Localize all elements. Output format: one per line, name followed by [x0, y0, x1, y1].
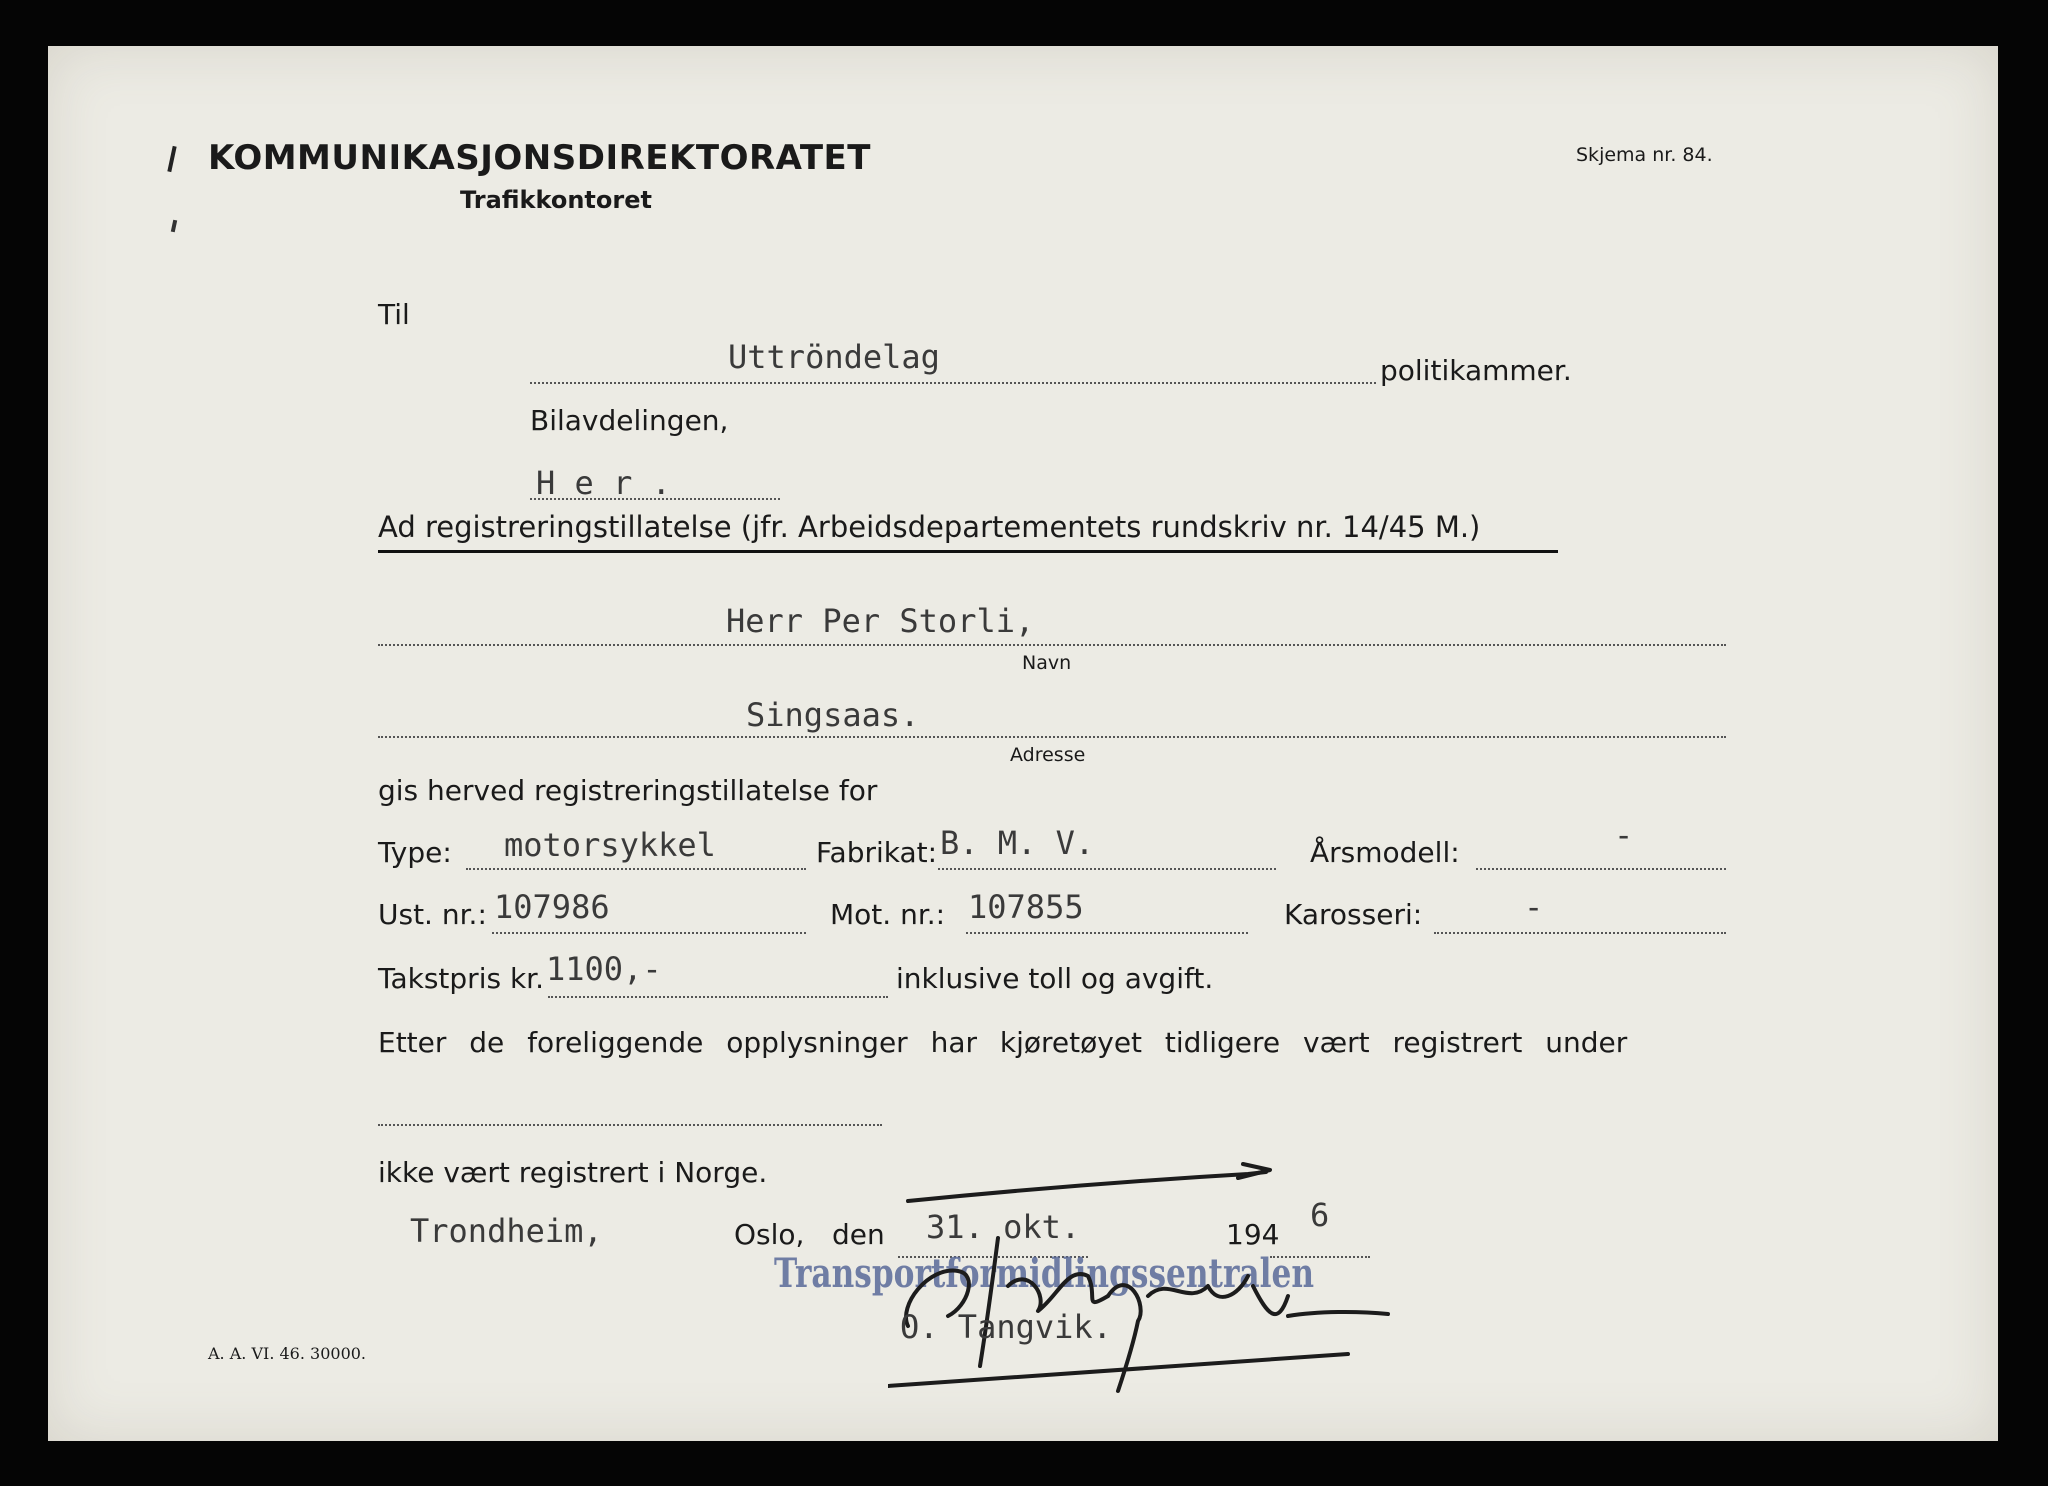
date-value: 31. okt. — [926, 1208, 1081, 1246]
model-year-label: Årsmodell: — [1310, 836, 1460, 869]
type-label: Type: — [378, 836, 452, 869]
place-printed: Oslo, — [734, 1218, 805, 1251]
type-line — [466, 868, 806, 870]
authority-heading: KOMMUNIKASJONSDIREKTORATET — [208, 138, 871, 178]
subject-line: Ad registreringstillatelse (jfr. Arbeidsdepartementets rundskriv nr. 14/45 M.) — [378, 510, 1481, 544]
price-label: Takstpris kr. — [378, 962, 545, 995]
history-line — [378, 1124, 882, 1126]
make-value: B. M. V. — [940, 824, 1095, 862]
place-typed: Trondheim, — [410, 1212, 603, 1250]
place-value: H e r . — [536, 464, 671, 502]
margin-mark — [171, 220, 177, 233]
chassis-label: Ust. nr.: — [378, 898, 487, 931]
body-line — [1434, 932, 1726, 934]
document-page — [48, 46, 1998, 1441]
type-value: motorsykkel — [504, 826, 716, 864]
name-caption: Navn — [1022, 652, 1072, 674]
engine-line — [966, 932, 1248, 934]
office-subheading: Trafikkontoret — [460, 186, 652, 214]
applicant-name: Herr Per Storli, — [726, 602, 1035, 640]
chassis-line — [492, 932, 806, 934]
body-value: - — [1524, 888, 1544, 926]
year-digit: 6 — [1310, 1196, 1330, 1234]
make-line — [938, 868, 1276, 870]
price-line — [548, 996, 888, 998]
engine-value: 107855 — [968, 888, 1084, 926]
price-suffix: inklusive toll og avgift. — [896, 962, 1214, 995]
history-end: ikke vært registrert i Norge. — [378, 1156, 768, 1189]
district-line — [530, 382, 1376, 384]
signatory-name: O. Tangvik. — [900, 1308, 1112, 1346]
chassis-value: 107986 — [494, 888, 610, 926]
office-stamp: Transportformidlingssentralen — [774, 1250, 1315, 1297]
address-caption: Adresse — [1010, 744, 1086, 766]
body-label: Karosseri: — [1284, 898, 1423, 931]
district-value: Uttröndelag — [728, 338, 940, 376]
grant-text: gis herved registreringstillatelse for — [378, 774, 878, 807]
signature-graphic — [888, 1146, 1408, 1406]
model-year-value: - — [1614, 816, 1634, 854]
department-label: Bilavdelingen, — [530, 404, 729, 437]
subject-underline — [378, 550, 1558, 553]
margin-mark — [167, 146, 176, 172]
history-text: Etter de foreliggende opplysninger har kjøretøyet tidligere vært registrert under — [378, 1026, 1628, 1059]
print-code: A. A. VI. 46. 30000. — [208, 1344, 367, 1363]
den-label: den — [832, 1218, 885, 1251]
engine-label: Mot. nr.: — [830, 898, 946, 931]
make-label: Fabrikat: — [816, 836, 938, 869]
year-printed: 194 — [1226, 1218, 1280, 1251]
place-line — [530, 498, 780, 500]
address-line — [378, 736, 1726, 738]
price-value: 1100,- — [546, 950, 662, 988]
to-label: Til — [378, 298, 410, 331]
form-number: Skjema nr. 84. — [1576, 144, 1713, 166]
district-suffix: politikammer. — [1380, 354, 1572, 387]
name-line — [378, 644, 1726, 646]
applicant-address: Singsaas. — [746, 696, 920, 734]
model-year-line — [1476, 868, 1726, 870]
